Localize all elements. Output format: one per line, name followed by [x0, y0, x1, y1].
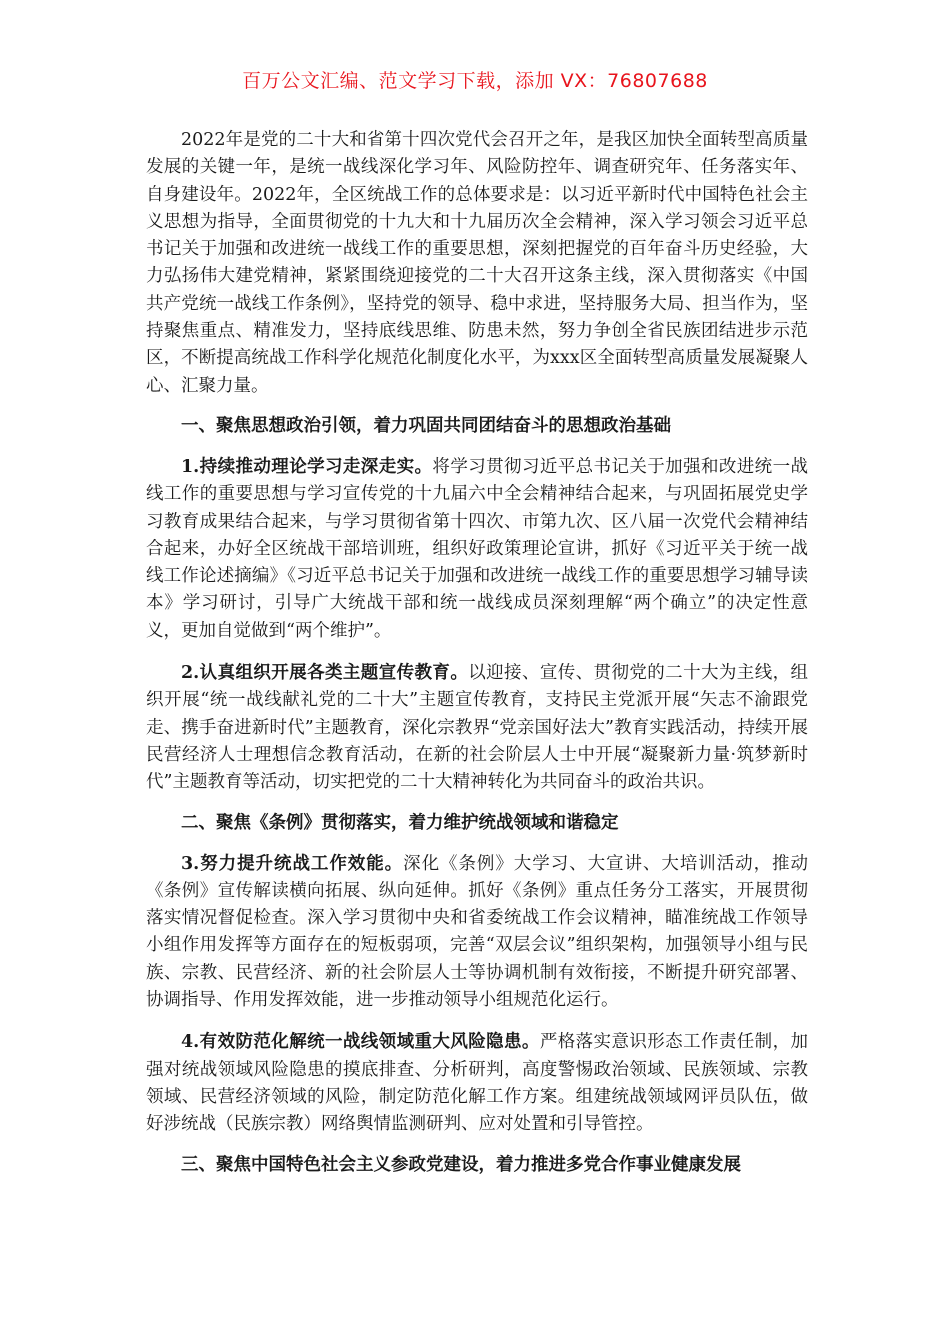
section-heading-2: 二、聚焦《条例》贯彻落实，着力维护统战领域和谐稳定	[181, 812, 619, 833]
document-body	[146, 127, 808, 1193]
item-lead-4: 4.有效防范化解统一战线领域重大风险隐患。	[181, 1032, 540, 1053]
item-lead-3: 3.努力提升统战工作效能。	[181, 853, 404, 874]
item-text-3: 深化《条例》大学习、大宣讲、大培训活动，推动《条例》宣传解读横向拓展、纵向延伸。抓好《条例》重点任务分工落实，开展贯彻落实情况督促检查。深入学习贯彻中央和省委统战工作会议精神，瞄准统战工作领导小组作用发挥等方面存在的短板弱项，完善“双层会议”组织架构，加强领导小组与民族、宗教、民营经济、新的社会阶层人士等协调机制有效衔接，不断提升研究部署、协调指导、作用发挥效能，进一步推动领导小组规范化运行。	[146, 853, 808, 1011]
item-paragraph-3	[146, 851, 808, 1015]
section-heading-1: 一、聚焦思想政治引领，着力巩固共同团结奋斗的思想政治基础	[181, 415, 671, 436]
item-paragraph-4	[146, 1029, 808, 1138]
section-heading-3: 三、聚焦中国特色社会主义参政党建设，着力推进多党合作事业健康发展	[181, 1154, 741, 1175]
item-lead-2: 2.认真组织开展各类主题宣传教育。	[181, 663, 469, 684]
item-paragraph-1	[146, 454, 808, 645]
intro-paragraph: 2022年是党的二十大和省第十四次党代会召开之年，是我区加快全面转型高质量发展的关键一年，是统一战线深化学习年、风险防控年、调查研究年、任务落实年、自身建设年。2022年，全区统战工作的总体要求是：以习近平新时代中国特色社会主义思想为指导，全面贯彻党的十九大和十九届历次全会精神，深入学习领会习近平总书记关于加强和改进统一战线工作的重要思想，深刻把握党的百年奋斗历史经验，大力弘扬伟大建党精神，紧紧围绕迎接党的二十大召开这条主线，深入贯彻落实《中国共产党统一战线工作条例》，坚持党的领导、稳中求进，坚持服务大局、担当作为，坚持聚焦重点、精准发力，坚持底线思维、防患未然，努力争创全省民族团结进步示范区，不断提高统战工作科学化规范化制度化水平，为xxx区全面转型高质量发展凝聚人心、汇聚力量。	[146, 130, 808, 396]
item-text-1: 将学习贯彻习近平总书记关于加强和改进统一战线工作的重要思想与学习宣传党的十九届六中全会精神结合起来，与巩固拓展党史学习教育成果结合起来，与学习贯彻省第十四次、市第九次、区八届一次党代会精神结合起来，办好全区统战干部培训班，组织好政策理论宣讲，抓好《习近平关于统一战线工作论述摘编》《习近平总书记关于加强和改进统一战线工作的重要思想学习辅导读本》学习研讨，引导广大统战干部和统一战线成员深刻理解“两个确立”的决定性意义，更加自觉做到“两个维护”。	[146, 456, 808, 641]
item-lead-1: 1.持续推动理论学习走深走实。	[181, 456, 433, 477]
item-text-4: 严格落实意识形态工作责任制，加强对统战领域风险隐患的摸底排查、分析研判，高度警惕政治领域、民族领域、宗教领域、民营经济领域的风险，制定防范化解工作方案。组建统战领域网评员队伍，做好涉统战（民族宗教）网络舆情监测研判、应对处置和引导管控。	[146, 1032, 808, 1135]
watermark-banner: 百万公文汇编、范文学习下载，添加 VX：76807688	[242, 70, 708, 92]
item-paragraph-2	[146, 660, 808, 796]
item-text-2: 以迎接、宣传、贯彻党的二十大为主线，组织开展“统一战线献礼党的二十大”主题宣传教育，支持民主党派开展“矢志不渝跟党走、携手奋进新时代”主题教育，深化宗教界“党亲国好法大”教育实践活动，持续开展民营经济人士理想信念教育活动，在新的社会阶层人士中开展“凝聚新力量·筑梦新时代”主题教育等活动，切实把党的二十大精神转化为共同奋斗的政治共识。	[146, 663, 808, 793]
